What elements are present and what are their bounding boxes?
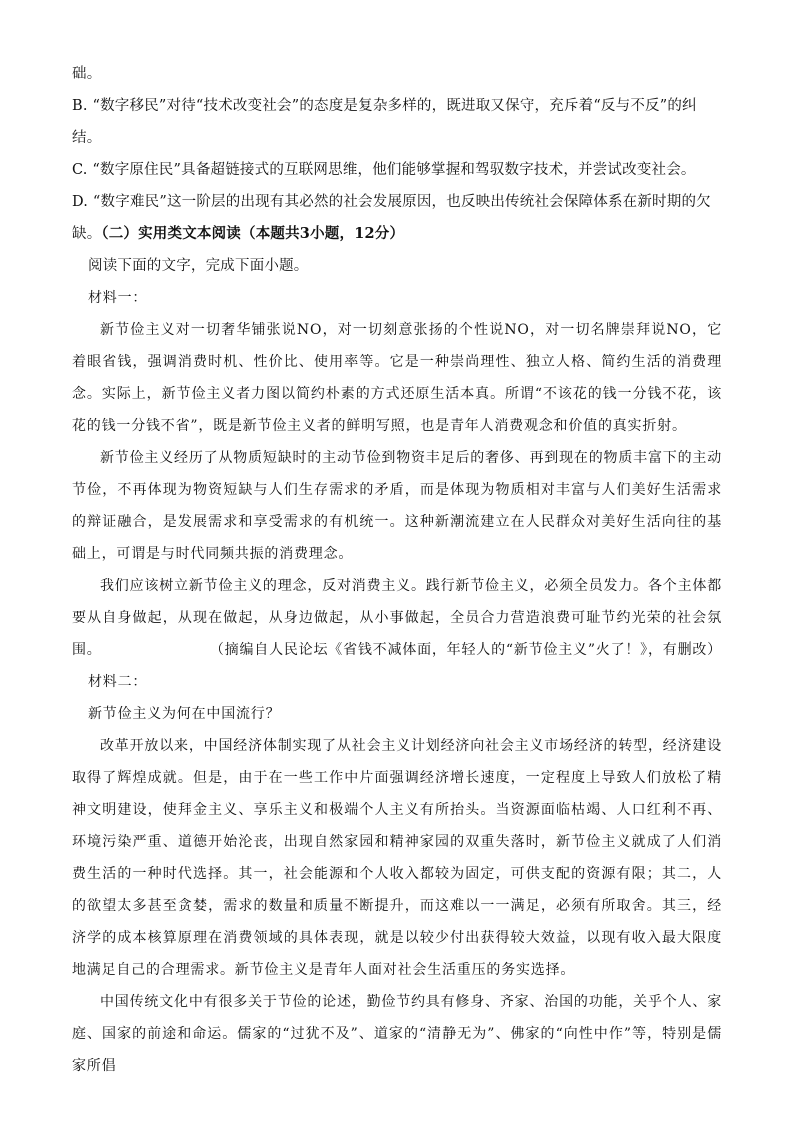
material-one-paragraph-2: 新节俭主义经历了从物质短缺时的主动节俭到物资丰足后的奢侈、再到现在的物质丰富下的主动节俭，不再体现为物资短缺与人们生存需求的矛盾，而是体现为物质相对丰富与人们美好生活需求的辩证融合，是发展需求和享受需求的有机统一。这种新潮流建立在人民群众对美好生活向往的基础上，可谓是与时代同频共振的消费理念。 — [72, 450, 722, 562]
section-heading: （二）实用类文本阅读（本题共3小题，12分） — [94, 225, 405, 242]
instruction-text: 阅读下面的文字，完成下面小题。 — [88, 258, 309, 274]
material-one-label: 材料一： — [88, 290, 148, 306]
material-two-paragraph-1: 改革开放以来，中国经济体制实现了从社会主义计划经济向社会主义市场经济的转型，经济建设取得了辉煌成就。但是，由于在一些工作中片面强调经济增长速度，一定程度上导致人们放松了精神文明建设，使拜金主义、享乐主义和极端个人主义有所抬头。当资源面临枯竭、人口红利不再、环境污染严重、道德开始沦丧，出现自然家园和精神家园的双重失落时，新节俭主义就成了人们消费生活的一种时代选择。其一，社会能源和个人收入都较为固定，可供支配的资源有限；其二，人的欲望太多甚至贪婪，需求的数量和质量不断提升，而这难以一一满足，必须有所取舍。其三，经济学的成本核算原理在消费领域的具体表现，就是以较少付出获得较大效益，以现有收入最大限度地满足自己的合理需求。新节俭主义是青年人面对社会生活重压的务实选择。 — [72, 738, 722, 978]
material-two-label: 材料二： — [88, 674, 148, 690]
option-d: D. “数字难民”这一阶层的出现有其必然的社会发展原因，也反映出传统社会保障体系在新时期的欠缺。 — [72, 194, 711, 242]
material-two-title: 新节俭主义为何在中国流行？ — [88, 706, 281, 722]
material-one-source: （摘编自人民论坛《省钱不减体面，年轻人的“新节俭主义”火了！》，有删改） — [209, 642, 722, 658]
material-two-paragraph-2: 中国传统文化中有很多关于节俭的论述，勤俭节约具有修身、齐家、治国的功能，关乎个人、家庭、国家的前途和命运。儒家的“过犹不及”、道家的“清静无为”、佛家的“向性中作”等，特别是儒家所倡 — [72, 994, 722, 1074]
material-one-paragraph-1: 新节俭主义对一切奢华铺张说NO，对一切刻意张扬的个性说NO，对一切名牌崇拜说NO，它着眼省钱，强调消费时机、性价比、使用率等。它是一种崇尚理性、独立人格、简约生活的消费理念。实际上，新节俭主义者力图以简约朴素的方式还原生活本真。所谓“不该花的钱一分钱不花，该花的钱一分钱不省”，既是新节俭主义者的鲜明写照，也是青年人消费观念和价值的真实折射。 — [72, 322, 722, 434]
option-c: C. “数字原住民”具备超链接式的互联网思维，他们能够掌握和驾驭数字技术，并尝试改变社会。 — [72, 162, 696, 178]
continuation-line: 础。 — [72, 66, 102, 82]
option-b: B. “数字移民”对待“技术改变社会”的态度是复杂多样的，既进取又保守，充斥着“反与不反”的纠结。 — [72, 98, 697, 146]
material-one-paragraph-3: 我们应该树立新节俭主义的理念，反对消费主义。践行新节俭主义，必须全员发力。各个主体都要从自身做起，从现在做起，从身边做起，从小事做起，全员合力营造浪费可耻节约光荣的社会氛围。 — [72, 578, 722, 658]
